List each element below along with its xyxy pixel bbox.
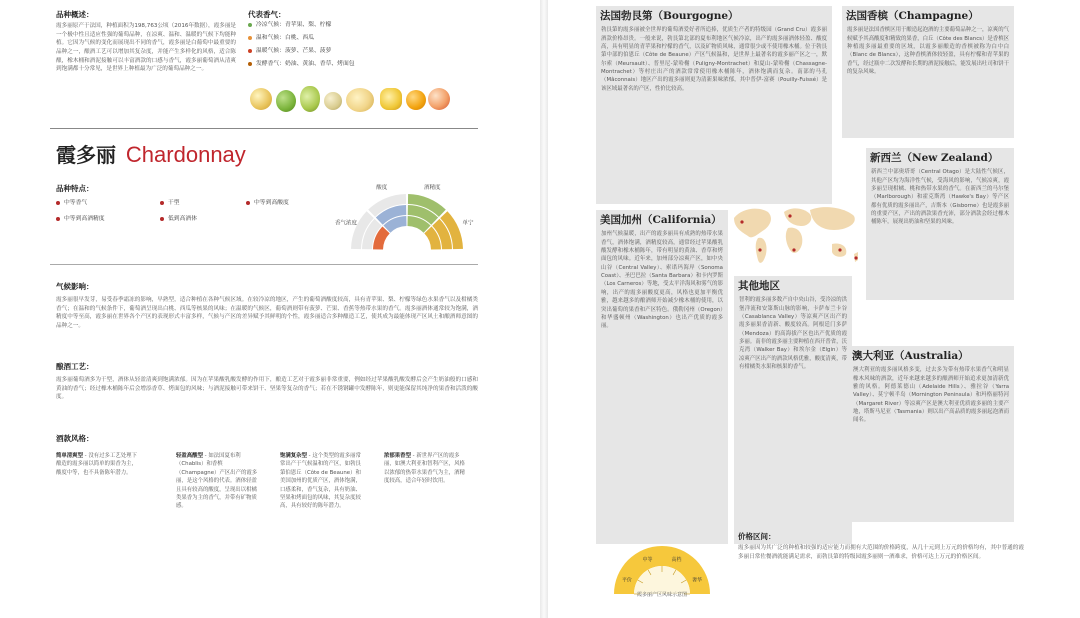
- map-marker-south-africa: [792, 248, 795, 251]
- feature-item: 中等到高酒精度: [56, 216, 105, 224]
- panel-text: 加州气候温暖，出产的霞多丽具有成熟的热带水果香气，酒体饱满，酒精度较高，通常经过苹果酸乳酸发酵和橡木桶陈年，带有明显的黄油、香草和烤面包的风味。近年来，加州部分凉爽产区，如中央山谷（Central Valley）、索诺玛海岸（Sonoma Coast）、圣巴巴拉（Santa Barbara）和卡内罗斯（Los Carneros）等地，受太平洋海风和雾气的影响，出产的霞多丽酸度更高，风格也更加平衡优雅，越来越多的酿酒师开始减少橡木桶的使用，以突出葡萄的果香和产区特色。俄勒冈州（Oregon）和华盛顿州（Washington）也出产优质的霞多丽。: [601, 231, 723, 330]
- aroma-item: 发酵香气：奶油、黄油、香草、烤面包: [248, 61, 478, 74]
- peach-icon: [428, 88, 450, 110]
- panel-text: 澳大利亚的霞多丽风格多变，过去多为带有热带水果香气和明显橡木风味的酒款，近年来越来越多的酿酒师开始追求更加清新优雅的风格。阿德莱德山（Adelaide Hills）、雅拉谷（Yarra Valley）、莫宁顿半岛（Mornington Peninsula）和玛格丽特河（Margaret River）等凉爽产区是澳大利亚优质霞多丽的主要产地，塔斯马尼亚（Tasmania）则以出产高品质的霞多丽起泡酒而闻名。: [853, 367, 1009, 424]
- gauge-label-tannin: 单宁: [462, 220, 474, 227]
- gauge-label-alcohol: 酒精度: [423, 185, 441, 192]
- page-title: [56, 140, 246, 170]
- panel-california: [596, 210, 728, 544]
- price-label-luxury: 奢华: [692, 577, 703, 584]
- style-gauge: [332, 168, 482, 258]
- panel-australia: [848, 346, 1014, 522]
- grapefruit-icon: [346, 88, 374, 112]
- feature-item: 低到高酒体: [160, 216, 197, 224]
- price-label-budget: 平价: [621, 577, 632, 584]
- price-label-mid: 中等: [642, 556, 653, 563]
- gauge-label-acidity: 酸度: [376, 185, 388, 192]
- title-chinese: 霞多丽: [56, 143, 116, 167]
- lemon-icon: [250, 88, 272, 110]
- melon-icon: [324, 92, 342, 110]
- panel-title: 新西兰（New Zealand）: [870, 152, 999, 164]
- style-fruity: 浓郁果香型 - 新世界产区的霞多丽，如澳大利亚和智利产区，风格以浓郁的热带水果香气为主，酒精度较高，适合年轻时饮用。: [384, 453, 465, 485]
- gauge-label-aroma: 香气浓度: [335, 220, 358, 227]
- style-simple: 简单清爽型 - 没有过多工艺处理下酿造的霞多丽以简单的果香为主，酸度中等，也不具备陈年潜力。: [56, 453, 137, 476]
- features-heading: 品种特点：: [56, 184, 94, 193]
- panel-title: 其他地区: [738, 280, 780, 292]
- price-heading: 价格区间：: [738, 532, 776, 541]
- overview-text: 霞多丽原产于法国，种植面积为198,763公顷（2016年数据），霞多丽是一个极中性且适应性强的葡萄品种，在凉爽、温和、温暖的气候下均能种植。它因为气候的变化而展现出不同的香气，霞多丽是白葡萄中最重要的品种之一，酿酒工艺可以增加其复杂度，并能产生多样化的风格，适合陈酿，橡木桶和酒泥接触可以丰富酒款的口感与香气，霞多丽葡萄酒从清爽到饱满都十分常见，是世界上种植最为广泛的葡萄品种之一。: [56, 23, 236, 73]
- panel-bourgogne: [596, 6, 832, 204]
- price-label-premium: 高档: [671, 556, 682, 563]
- panel-new-zealand: [866, 148, 1014, 300]
- styles-heading: 酒款风格：: [56, 434, 94, 443]
- map-marker-new-zealand: [854, 256, 857, 259]
- green-apple-icon: [276, 90, 296, 112]
- panel-text: 新西兰中部奥塔哥（Central Otago）是大陆性气候区，其他产区均为海洋性气候，受海风的影响，气候凉爽，霞多丽呈现柑橘、桃和热带水果的香气。在新西兰的马尔堡（Marlborough）和霍克斯湾（Hawke's Bay）等产区都有优质的霞多丽出产，吉斯本（Gisborne）也是霞多丽的重要产区，产出的酒款果香充沛，部分酒款会经过橡木桶陈年，展现出奶油和坚果的风味。: [871, 169, 1009, 226]
- price-text: 霞多丽因为其广泛的种植和较强的适应能力而拥有大范围的价格跨度，从几十元到上万元的价格均有，其中普通的霞多丽日常佐餐酒就能满足需求，而勃艮第的特级园霞多丽则一酒难求，价格可达上万元的价格区间。: [738, 545, 1024, 560]
- feature-item: 中等到高酸度: [246, 200, 289, 208]
- aromas-heading: 代表香气：: [248, 10, 286, 19]
- panel-title: 澳大利亚（Australia）: [852, 350, 969, 362]
- world-map: [728, 200, 864, 270]
- aroma-item: 温暖气候：菠萝、芒果、菠萝: [248, 48, 478, 61]
- panel-other-regions: [734, 276, 852, 544]
- vinification-heading: 酿酒工艺：: [56, 362, 94, 371]
- mango-icon: [406, 90, 426, 110]
- panel-text: 智利的霞多丽多数产自中央山谷，受冷凉的洪堡洋流和安第斯山脉的影响，卡萨布兰卡谷（Casablanca Valley）等凉爽产区出产的霞多丽果香清新、酸度较高。阿根廷门多萨（Mendoza）的高海拔产区也出产优质的霞多丽。南非的霞多丽主要种植在西开普省，沃克湾（Walker Bay）和埃尔金（Elgin）等凉爽产区出产的酒款风格优雅，酸度清爽，带有柑橘类水果和核果的香气。: [739, 297, 847, 371]
- title-english: Chardonnay: [125, 142, 246, 167]
- style-light: 轻盈高酸型 - 如法国夏布利（Chablis）和香槟（Champagne）产区出产的霞多丽，是这个风格的代表。酒体轻盈且具有较高的酸度，呈现出以柑橘类果香为主的香气，并带有矿物质感。: [176, 453, 258, 510]
- pineapple-icon: [380, 88, 402, 110]
- map-marker-france: [788, 214, 791, 217]
- feature-item: 中等香气: [56, 200, 87, 208]
- pear-icon: [300, 86, 320, 112]
- right-page: [548, 0, 1080, 618]
- style-complex: 饱满复杂型 - 这个类型的霞多丽常常出产于气候温和的产区，如勃艮第伯恩丘（Côte de Beaune）和美国加州的优质产区，酒体饱满，口感柔和，香气复杂，具有奶油、坚果和烤面包的风味，其复杂度较高，具有较好的陈年潜力。: [280, 453, 361, 510]
- panel-title: 美国加州（California）: [600, 214, 722, 226]
- section-divider: [50, 128, 478, 129]
- map-marker-australia: [838, 248, 841, 251]
- climate-heading: 气候影响：: [56, 282, 94, 291]
- overview-heading: 品种概述：: [56, 10, 94, 19]
- map-marker-chile: [758, 248, 761, 251]
- panel-text: 勃艮第的霞多丽被全世界的葡萄酒爱好者所追捧，优质生产者的特级园（Grand Cru）霞多丽酒款价格昂贵。一般来说，勃艮第北部的夏布利地区气候冷凉，出产的霞多丽酒体轻盈、酸度高，具有明显的青苹果和柠檬的香气，以及矿物质风味，通常很少或不使用橡木桶。位于勃艮第中部的伯恩丘（Côte de Beaune）产区气候温和，是世界上最著名的霞多丽产区之一，默尔索（Meursault）、普里尼-蒙哈榭（Puligny-Montrachet）和夏山-蒙哈榭（Chassagne-Montrachet）等村庄出产的酒款常常使用橡木桶陈年，酒体饱满而复杂。南部的马孔（Mâconnais）地区产出的霞多丽则更为清新果味浓郁，其中普伊-富赛（Pouilly-Fuissé）是该区域最著名的产区，性价比较高。: [601, 27, 827, 92]
- vinification-text: 霞多丽葡萄酒多为干型，酒体从轻盈清爽到饱满浓郁。因为在苹果酸乳酸发酵的作用下，酿造工艺对于霞多丽非常重要，例如经过苹果酸乳酸发酵后会产生奶油般的口感和黄油的香气；经过橡木桶陈年后会增添香草、烤面包的风味；与酒泥接触可带来饼干、坚果等复杂的香气；若在不锈钢罐中发酵陈年，则更能保留其纯净的果香和活泼的酸度。: [56, 377, 478, 401]
- feature-item: 干型: [160, 200, 180, 208]
- page-gutter: [540, 0, 548, 618]
- aroma-item: 冷凉气候：青苹果、梨、柠檬: [248, 22, 478, 35]
- price-gauge-caption: 霞多丽产区风味示意图: [636, 592, 687, 598]
- panel-text: 霞多丽是法国香槟区用于酿造起泡酒的主要葡萄品种之一，凉爽的气候赋予其高酸度和精致的果香，白丘（Côte des Blancs）是香槟区种植霞多丽最重要的区域，以霞多丽酿造的香槟被称为白中白（Blanc de Blancs），这种香槟酒体较轻盈，具有柠檬和青苹果的香气，经过瓶中二次发酵和长期的酒泥接触后，能发展出吐司和饼干的复杂风味。: [847, 27, 1009, 76]
- panel-title: 法国香槟（Champagne）: [846, 10, 979, 22]
- panel-champagne: [842, 6, 1014, 138]
- panel-title: 法国勃艮第（Bourgogne）: [600, 10, 739, 22]
- section-divider: [50, 264, 478, 265]
- climate-text: 霞多丽很早发芽，易受春季霜冻的影响，早熟型，适合种植在各种气候区域。在较冷凉的地区，产生的葡萄酒酸度较高，具有青苹果、梨、柠檬等绿色水果香气以及柑橘类香气；在温和的气候条件下，葡萄酒呈现出白桃、西瓜等核果的风味；在温暖的气候区，葡萄酒则带有菠萝、芒果、香蕉等热带水果的香气。霞多丽酒体通常较为饱满，酒精度中等至高，霞多丽在世界各个产区的表现形式丰富多样，气候与产区的差异赋予其鲜明的个性，霞多丽适合多种酿造工艺，使其成为最能体现产区风土和酿酒师意图的品种之一。: [56, 297, 478, 329]
- aroma-list: [248, 22, 478, 74]
- map-marker-california: [740, 220, 743, 223]
- aroma-item: 温和气候：白桃、西瓜: [248, 35, 478, 48]
